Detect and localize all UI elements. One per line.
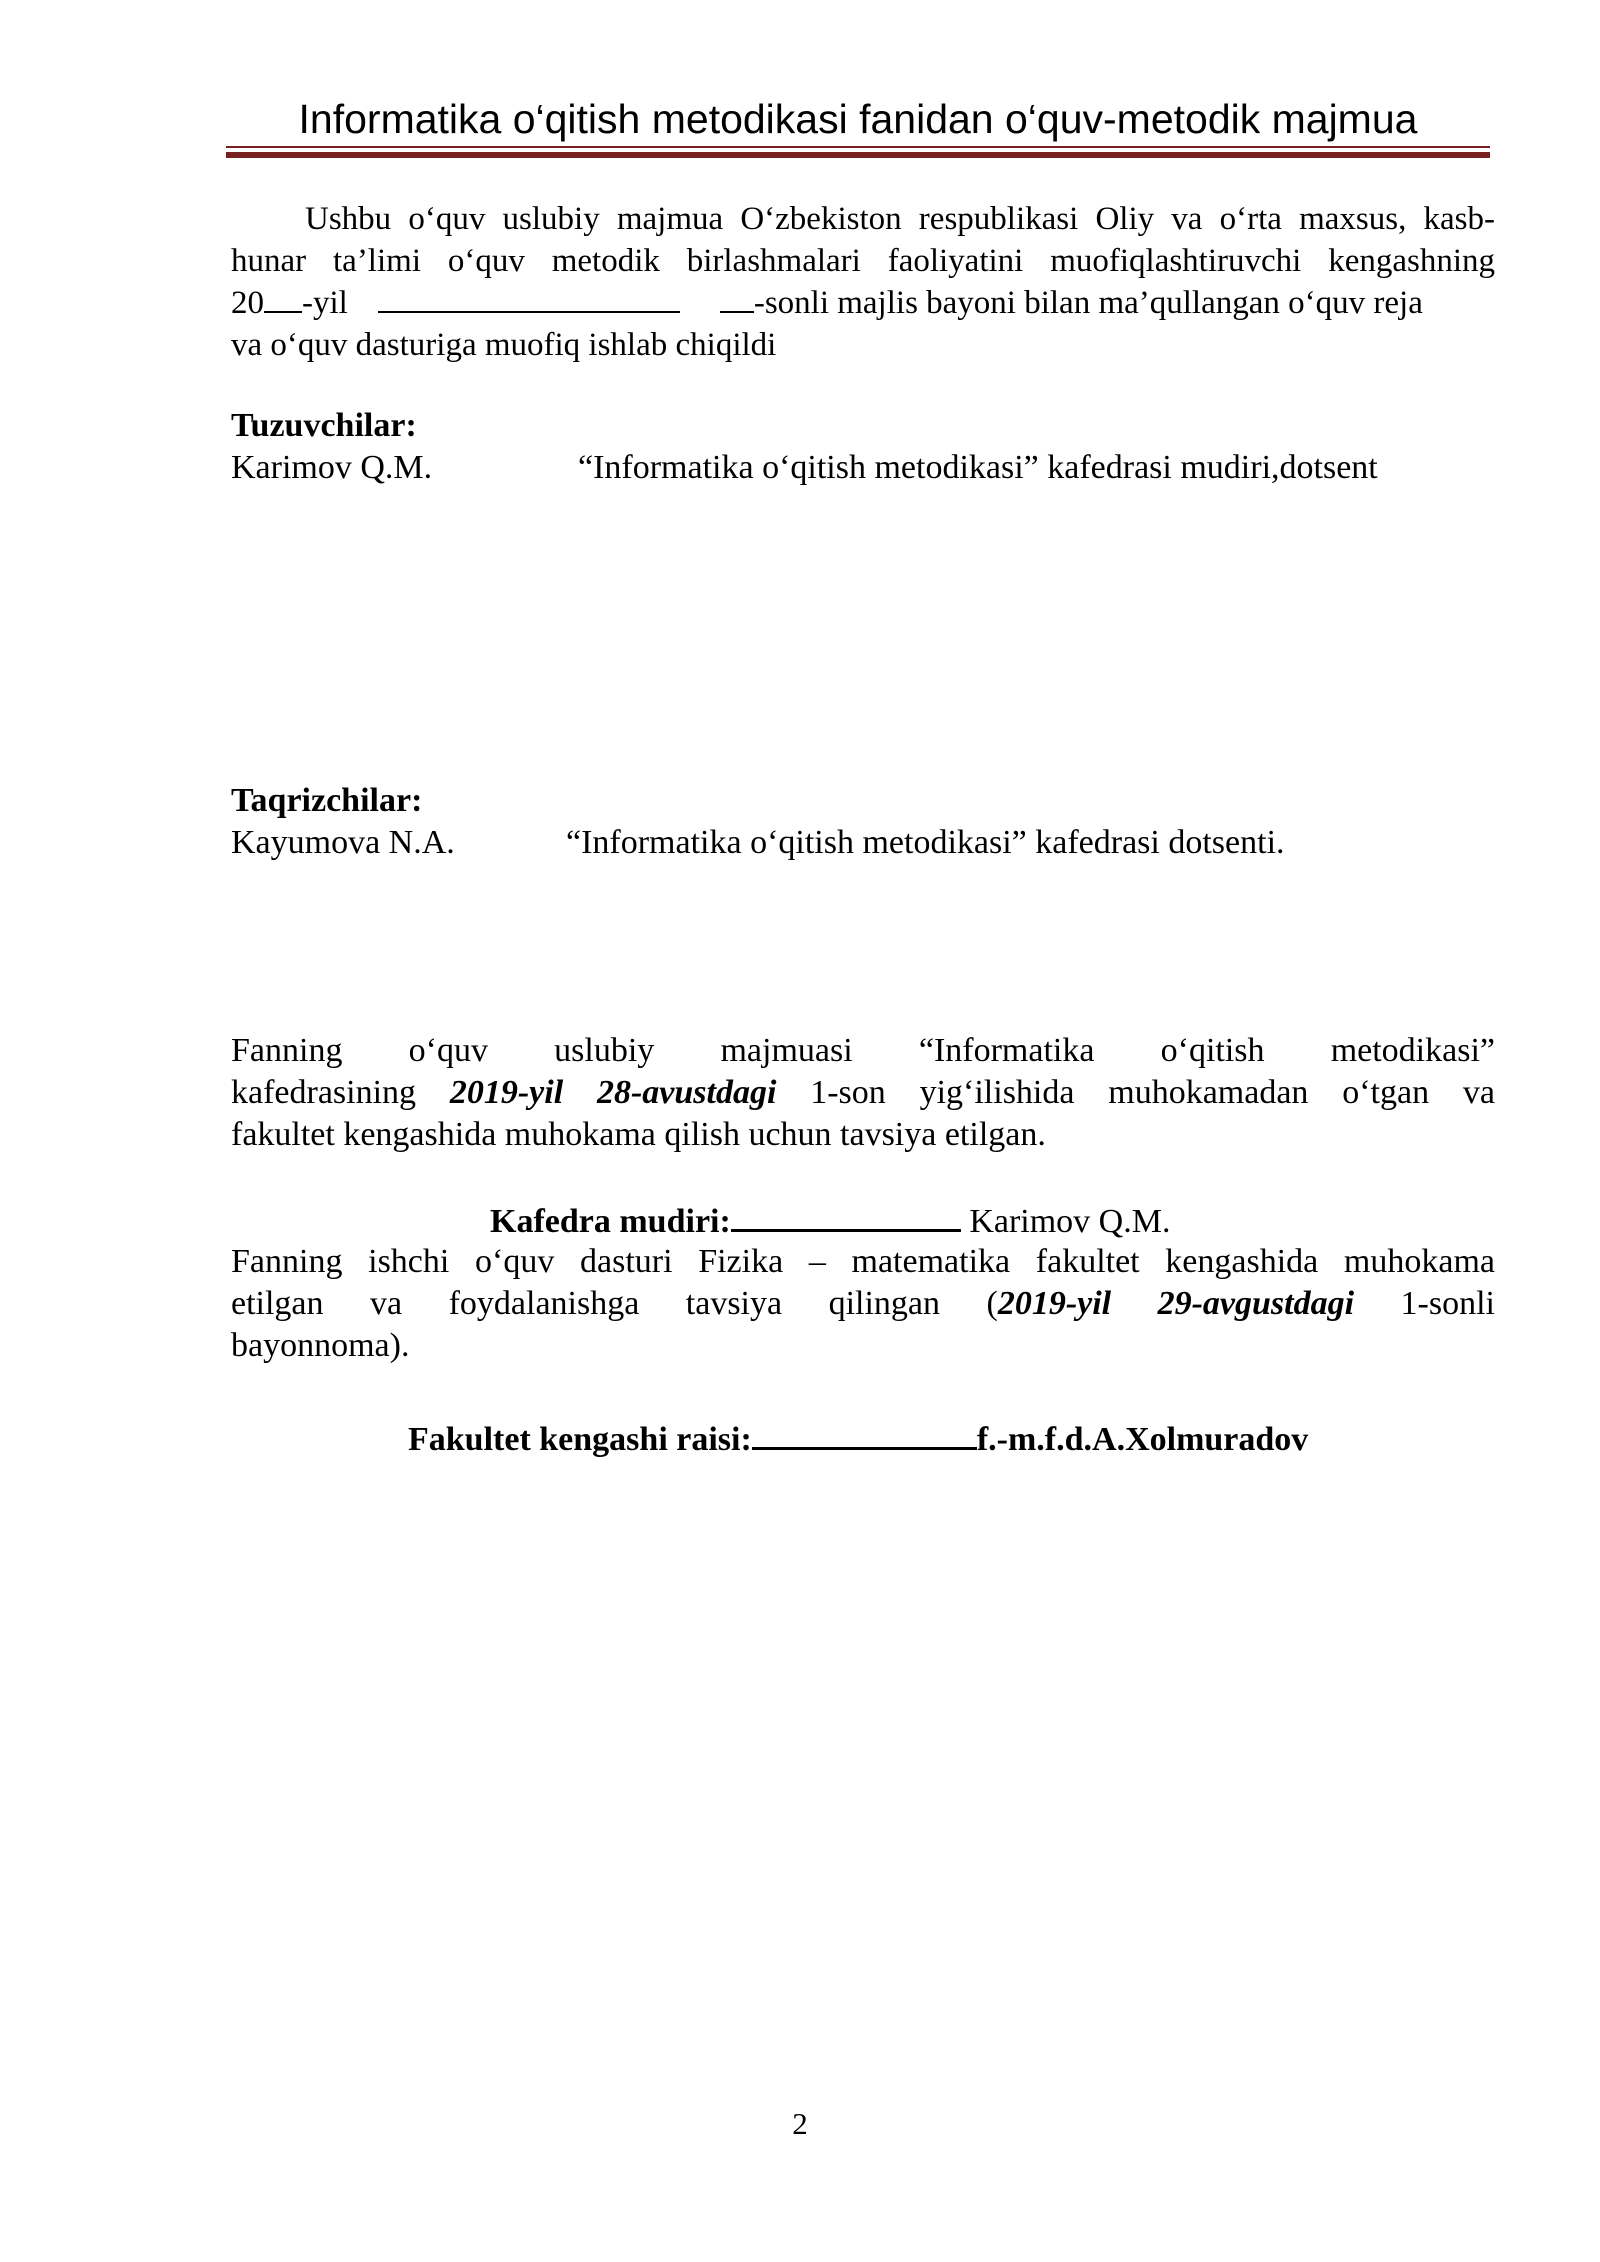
date-blank <box>378 283 680 313</box>
approval1-line-2-start: kafedrasining <box>231 1074 450 1111</box>
page-header-title: Informatika o‘qitish metodikasi fanidan o‘quv-metodik majmua <box>298 96 1418 142</box>
reviewer-name: Kayumova N.A. <box>231 824 455 861</box>
intro-line-3-text: -sonli majlis bayoni bilan ma’qullangan o‘quv reja <box>753 285 1423 321</box>
faculty-meeting-date: 2019-yil 29-avgustdagi <box>997 1285 1355 1322</box>
head-signature-line <box>490 1199 1170 1243</box>
reviewers-heading: Taqrizchilar: <box>231 782 423 819</box>
intro-year-suffix: -yil <box>302 285 348 321</box>
approval1-line-3: fakultet kengashida muhokama qilish uchun tavsiya etilgan. <box>231 1116 1046 1153</box>
approval2-line-1: Fanning ishchi o‘quv dasturi Fizika – matematika fakultet kengashida muhokama <box>231 1243 1495 1280</box>
author-name: Karimov Q.M. <box>231 449 433 486</box>
intro-line-1: Ushbu o‘quv uslubiy majmua O‘zbekiston respublikasi Oliy va o‘rta maxsus, kasb- <box>305 201 1495 237</box>
council-signature-label: Fakultet kengashi raisi: <box>408 1421 752 1458</box>
approval2-line-2-start: etilgan va foydalanishga tavsiya qilingan ( <box>231 1285 998 1322</box>
intro-year-prefix: 20 <box>231 285 264 321</box>
department-approval-paragraph <box>231 1030 1495 1156</box>
head-signature-label: Kafedra mudiri: <box>490 1203 731 1240</box>
approval1-line-1: Fanning o‘quv uslubiy majmuasi “Informatika o‘qitish metodikasi” <box>231 1032 1495 1069</box>
intro-paragraph <box>231 198 1495 366</box>
header-rule-thick <box>226 152 1490 158</box>
council-signature-name: f.-m.f.d.A.Xolmuradov <box>976 1421 1309 1458</box>
page-number: 2 <box>792 2106 808 2141</box>
council-signature-line <box>408 1417 1308 1461</box>
approval2-line-3: bayonnoma). <box>231 1327 410 1364</box>
council-signature-blank <box>752 1417 977 1450</box>
reviewer-role: “Informatika o‘qitish metodikasi” kafedrasi dotsenti. <box>566 824 1285 861</box>
approval1-line-2-end: 1-son yig‘ilishida muhokamadan o‘tgan va <box>776 1074 1495 1111</box>
approval2-line-2 <box>231 1283 1495 1325</box>
approval1-line-2 <box>231 1072 1495 1114</box>
head-signature-name: Karimov Q.M. <box>960 1203 1171 1240</box>
authors-heading: Tuzuvchilar: <box>231 407 417 444</box>
number-blank <box>720 283 754 313</box>
approval2-line-2-end: 1-sonli <box>1354 1285 1495 1322</box>
head-signature-blank <box>731 1199 961 1232</box>
author-role: “Informatika o‘qitish metodikasi” kafedrasi mudiri,dotsent <box>578 449 1378 486</box>
header-rule-thin <box>226 146 1490 148</box>
department-meeting-date: 2019-yil 28-avustdagi <box>449 1074 777 1111</box>
intro-line-3 <box>231 282 1495 324</box>
intro-line-2: hunar ta’limi o‘quv metodik birlashmalari faoliyatini muofiqlashtiruvchi kengashning <box>231 243 1495 279</box>
year-blank <box>264 283 302 313</box>
intro-line-4: va o‘quv dasturiga muofiq ishlab chiqildi <box>231 327 777 363</box>
faculty-approval-paragraph <box>231 1241 1495 1367</box>
